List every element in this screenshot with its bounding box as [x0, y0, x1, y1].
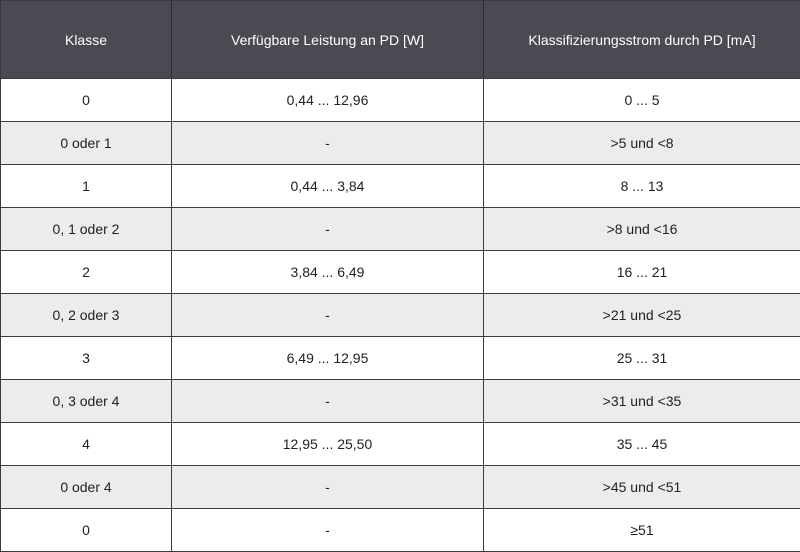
header-strom: Klassifizierungsstrom durch PD [mA] — [484, 1, 800, 79]
table-body — [1, 79, 800, 552]
table-row — [1, 294, 800, 337]
cell-klasse: 3 — [1, 337, 172, 380]
cell-strom: >8 und <16 — [484, 208, 800, 251]
table-row — [1, 122, 800, 165]
cell-strom: 0 ... 5 — [484, 79, 800, 122]
cell-klasse: 0 — [1, 79, 172, 122]
cell-klasse: 0, 2 oder 3 — [1, 294, 172, 337]
cell-klasse: 0 oder 4 — [1, 466, 172, 509]
cell-strom: 16 ... 21 — [484, 251, 800, 294]
cell-leistung: - — [172, 208, 484, 251]
table-header — [1, 1, 800, 79]
table-row — [1, 466, 800, 509]
cell-strom: >45 und <51 — [484, 466, 800, 509]
cell-klasse: 1 — [1, 165, 172, 208]
table-row — [1, 165, 800, 208]
cell-leistung: - — [172, 380, 484, 423]
cell-strom: ≥51 — [484, 509, 800, 552]
cell-leistung: - — [172, 466, 484, 509]
table-row — [1, 337, 800, 380]
cell-klasse: 0, 3 oder 4 — [1, 380, 172, 423]
table-row — [1, 251, 800, 294]
cell-leistung: - — [172, 294, 484, 337]
header-leistung: Verfügbare Leistung an PD [W] — [172, 1, 484, 79]
cell-leistung: 12,95 ... 25,50 — [172, 423, 484, 466]
cell-leistung: 3,84 ... 6,49 — [172, 251, 484, 294]
cell-klasse: 0, 1 oder 2 — [1, 208, 172, 251]
cell-strom: 8 ... 13 — [484, 165, 800, 208]
cell-strom: >31 und <35 — [484, 380, 800, 423]
cell-leistung: 6,49 ... 12,95 — [172, 337, 484, 380]
cell-klasse: 0 — [1, 509, 172, 552]
cell-leistung: 0,44 ... 12,96 — [172, 79, 484, 122]
table-row — [1, 380, 800, 423]
header-row — [1, 1, 800, 79]
cell-strom: >5 und <8 — [484, 122, 800, 165]
cell-klasse: 4 — [1, 423, 172, 466]
table-row — [1, 79, 800, 122]
table-row — [1, 509, 800, 552]
cell-leistung: - — [172, 509, 484, 552]
cell-strom: 35 ... 45 — [484, 423, 800, 466]
cell-strom: 25 ... 31 — [484, 337, 800, 380]
cell-leistung: 0,44 ... 3,84 — [172, 165, 484, 208]
header-klasse: Klasse — [1, 1, 172, 79]
table-row — [1, 208, 800, 251]
table-row — [1, 423, 800, 466]
cell-klasse: 2 — [1, 251, 172, 294]
cell-leistung: - — [172, 122, 484, 165]
cell-strom: >21 und <25 — [484, 294, 800, 337]
cell-klasse: 0 oder 1 — [1, 122, 172, 165]
